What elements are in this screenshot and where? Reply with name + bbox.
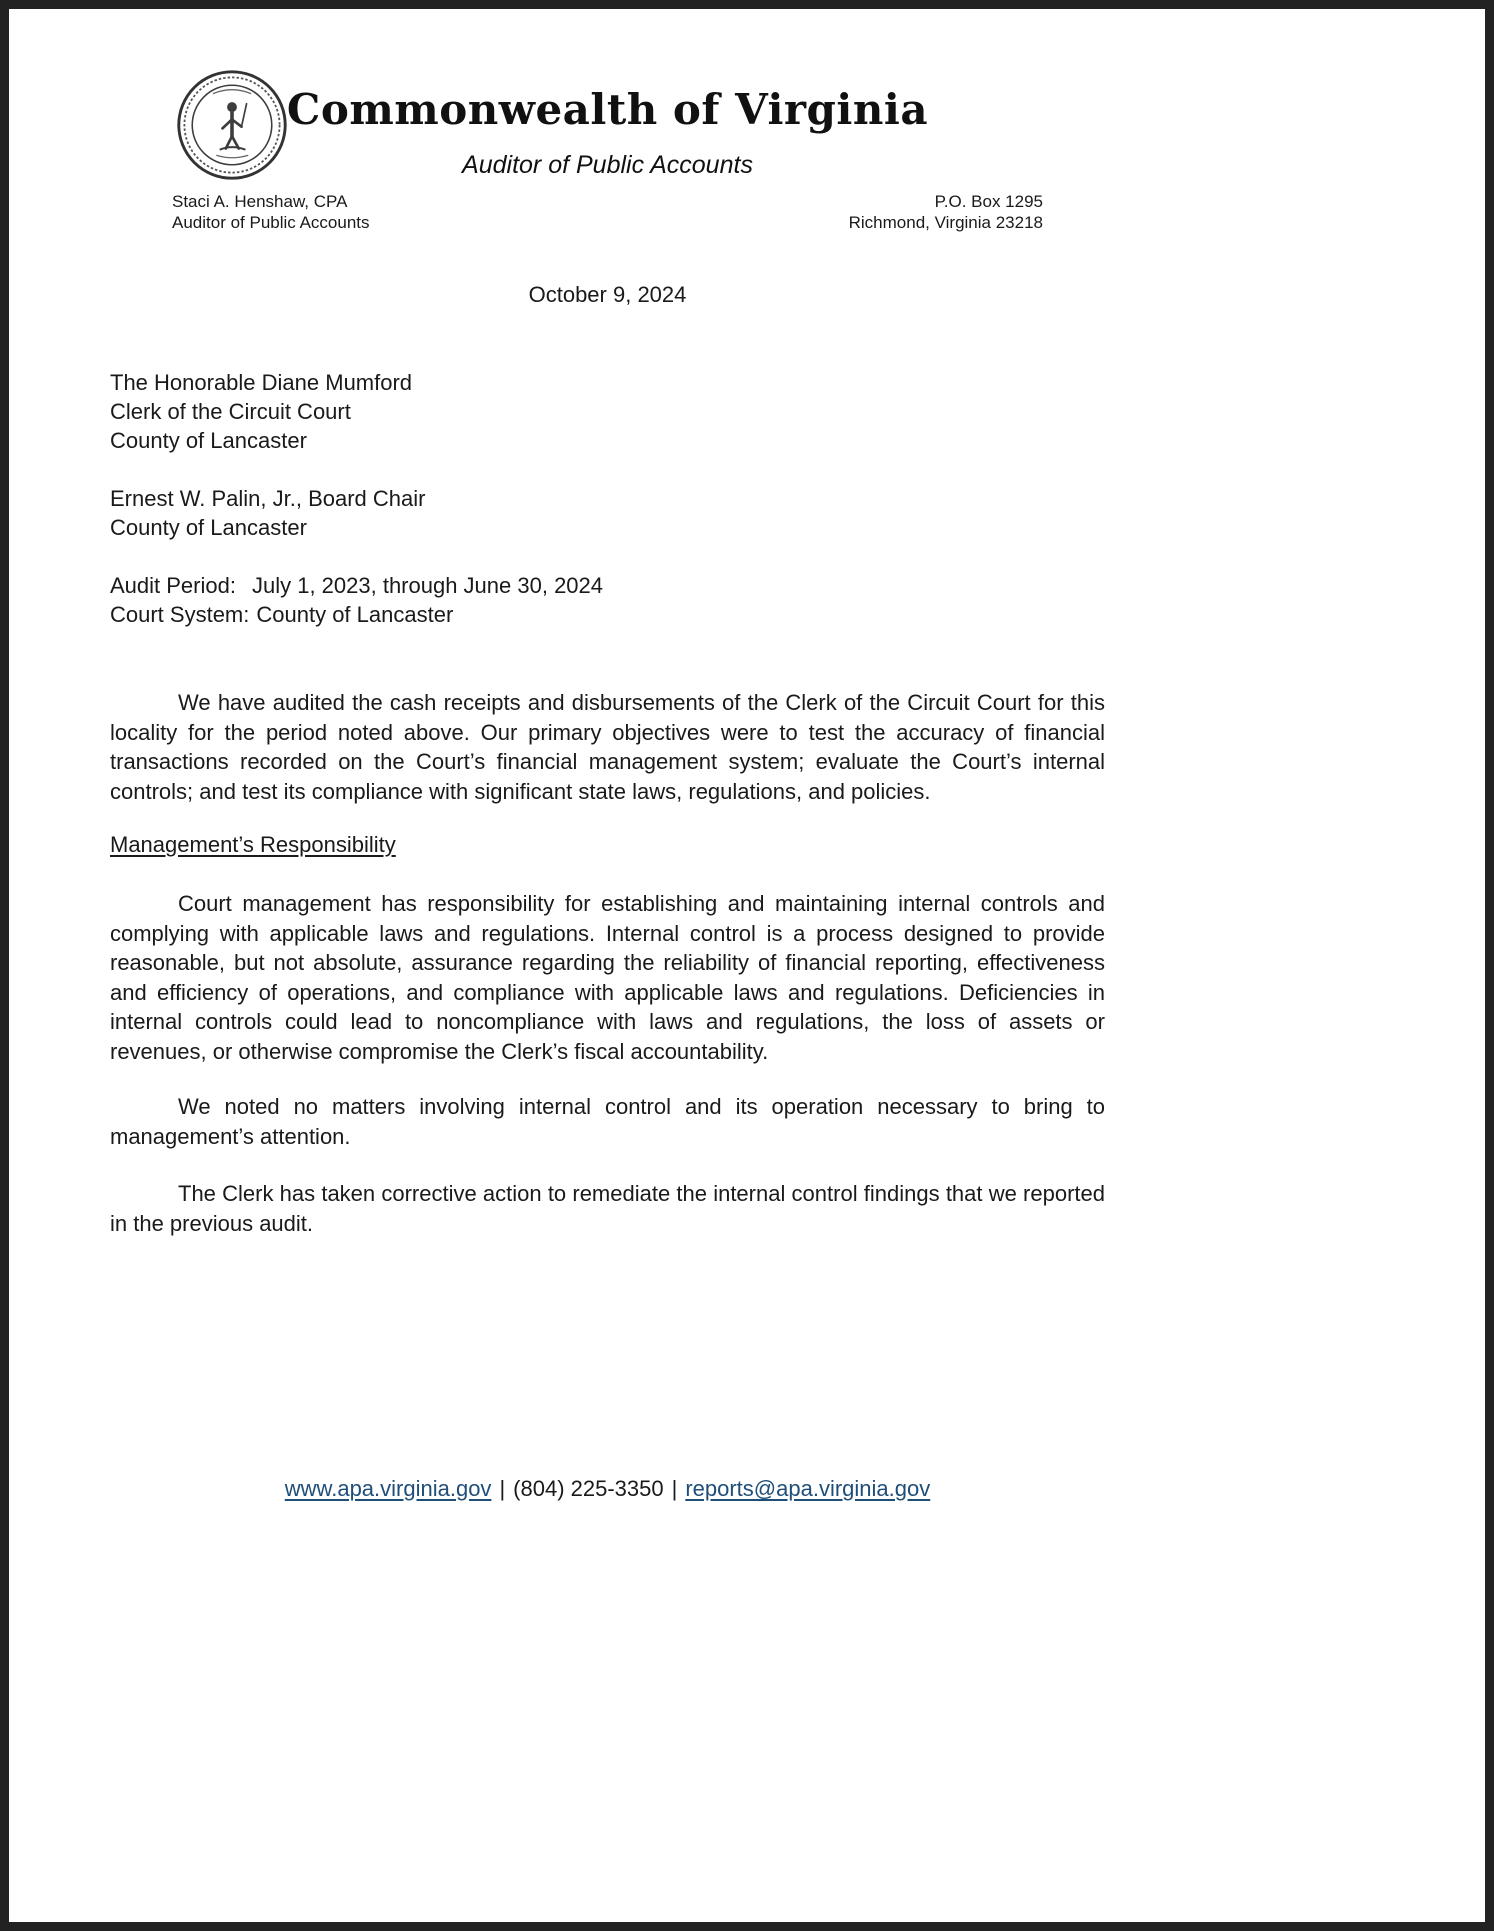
footer-separator-2: | [671, 1476, 678, 1501]
office-address-block [849, 191, 1043, 233]
court-system-line [110, 600, 603, 629]
recipient-block-1 [110, 368, 412, 455]
official-title: Auditor of Public Accounts [172, 213, 370, 232]
letterhead-title: Commonwealth of Virginia [286, 85, 929, 134]
recipient-locality: County of Lancaster [110, 428, 307, 453]
letterhead-subtitle: Auditor of Public Accounts [462, 151, 753, 179]
paragraph-no-matters-noted: We noted no matters involving internal control and its operation necessary to bring to management’s attention. [110, 1094, 1105, 1149]
footer-contact-line [110, 1476, 1105, 1502]
recipient2-name: Ernest W. Palin, Jr., Board Chair [110, 486, 426, 511]
paragraph-audit-scope: We have audited the cash receipts and disbursements of the Clerk of the Circuit Court for this locality for the period noted above. Our primary objectives were to test the accuracy of financial transactions recorded on the Court’s financial management system; evaluate the Court’s internal controls; and test its compliance with significant state laws, regulations, and policies. [110, 690, 1105, 804]
city-state-zip: Richmond, Virginia 23218 [848, 213, 1043, 232]
section-heading-managements-responsibility: Management’s Responsibility [110, 832, 396, 857]
audit-period-line [110, 571, 603, 600]
official-name: Staci A. Henshaw, CPA [172, 192, 348, 211]
paragraph-management-responsibility: Court management has responsibility for establishing and maintaining internal controls and complying with applicable laws and regulations. Internal control is a process designed to provide reasonable, but not absolute, assurance regarding the reliability of financial reporting, effectiveness and efficiency of operations, and compliance with applicable laws and regulations. Deficiencies in internal controls could lead to noncompliance with laws and regulations, the loss of assets or revenues, or otherwise compromise the Clerk’s fiscal accountability. [110, 891, 1105, 1064]
footer-separator-1: | [499, 1476, 506, 1501]
court-system-label: Court System: [110, 602, 250, 627]
recipient-title: Clerk of the Circuit Court [110, 399, 351, 424]
court-system-value: County of Lancaster [256, 602, 454, 627]
audit-info-block [110, 571, 603, 629]
letter-date: October 9, 2024 [528, 282, 687, 307]
phone-number: (804) 225-3350 [513, 1476, 664, 1501]
audit-period-label: Audit Period: [110, 573, 236, 598]
website-link[interactable]: www.apa.virginia.gov [284, 1476, 492, 1501]
email-link[interactable]: reports@apa.virginia.gov [685, 1476, 931, 1501]
official-name-block [172, 191, 370, 233]
audit-period-value: July 1, 2023, through June 30, 2024 [251, 573, 604, 598]
po-box: P.O. Box 1295 [934, 192, 1043, 211]
recipient2-locality: County of Lancaster [110, 515, 307, 540]
paragraph-corrective-action: The Clerk has taken corrective action to remediate the internal control findings that we reported in the previous audit. [110, 1181, 1105, 1236]
recipient-block-2 [110, 484, 425, 542]
recipient-name: The Honorable Diane Mumford [110, 370, 413, 395]
